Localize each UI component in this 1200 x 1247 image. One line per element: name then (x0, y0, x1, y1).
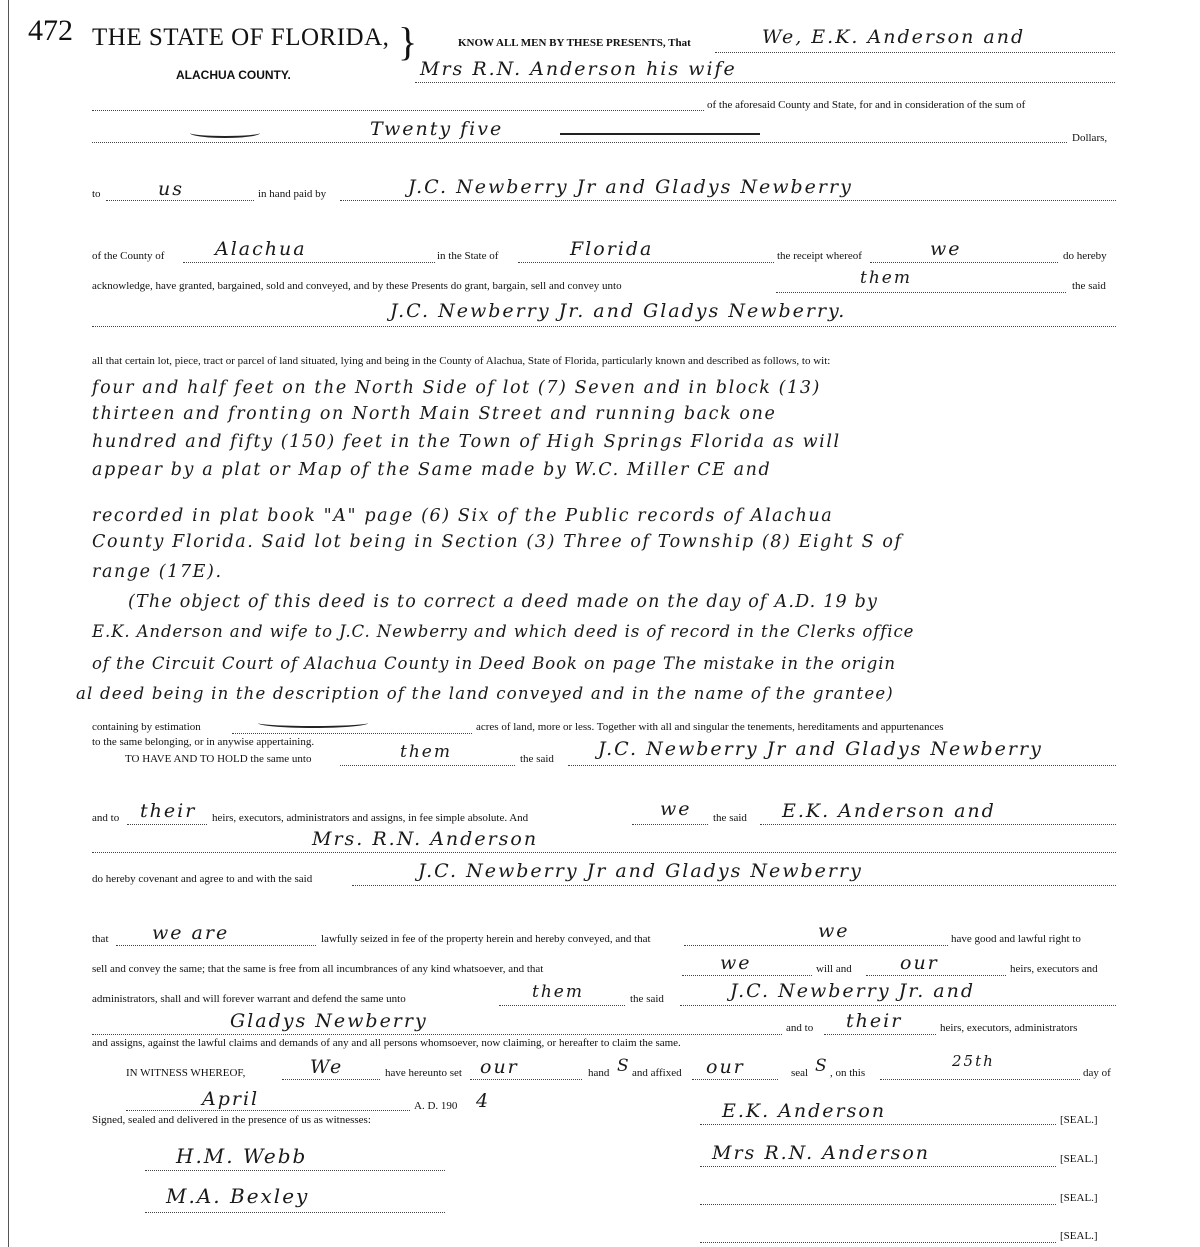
fill-line (682, 975, 812, 976)
covenant-grantee-b: Gladys Newberry (230, 1010, 428, 1032)
state-value: Florida (570, 238, 654, 260)
fill-line (700, 1242, 1056, 1243)
our-value: our (706, 1056, 745, 1078)
we-value: We (310, 1056, 344, 1078)
fill-line (776, 292, 1066, 293)
grant-unto-value: them (860, 268, 912, 288)
know-all-men-text: KNOW ALL MEN BY THESE PRESENTS, That (458, 37, 691, 49)
description-line: four and half feet on the North Side of lot (7) Seven and in block (13) (92, 378, 821, 398)
witness-signature: H.M. Webb (176, 1144, 308, 1168)
our-value: our (480, 1056, 519, 1078)
we-value: we (818, 920, 850, 942)
grantor-signature: Mrs R.N. Anderson (712, 1142, 931, 1164)
dash-fill-mark (258, 718, 368, 728)
admin-text: administrators, shall and will forever warrant and defend the same unto (92, 993, 406, 1005)
covenant-grantees: J.C. Newberry Jr and Gladys Newberry (418, 860, 863, 882)
acknowledge-text: acknowledge, have granted, bargained, sold and conveyed, and by these Presents do grant, bargain, sell and convey unto (92, 280, 622, 292)
their-value: their (140, 800, 197, 822)
witness-signature: M.A. Bexley (166, 1184, 310, 1208)
heirs-text: heirs, executors, administrators and assigns, in fee simple absolute. And (212, 812, 529, 824)
fill-line (518, 262, 774, 263)
description-line: range (17E). (92, 562, 223, 582)
dollars-label: Dollars, (1072, 132, 1108, 144)
fill-line (632, 824, 708, 825)
sell-text: sell and convey the same; that the same is free from all incumbrances of any kind whatsoever, and that (92, 963, 544, 975)
in-hand-paid-by: in hand paid by (258, 188, 327, 200)
fill-line (116, 945, 316, 946)
belonging-text: to the same belonging, or in anywise appertaining. (92, 736, 315, 748)
description-line: recorded in plat book "A" page (6) Six of the Public records of Alachua (92, 506, 834, 526)
fill-line (92, 1034, 782, 1035)
habendum-unto-value: them (400, 742, 452, 762)
to-value: us (158, 178, 184, 200)
county-value: Alachua (215, 238, 307, 260)
to-label: to (92, 188, 101, 200)
we-are-value: we are (152, 922, 230, 944)
fill-line (715, 52, 1115, 53)
will-and-text: will and (816, 963, 852, 975)
description-line: thirteen and fronting on North Main Street and running back one (92, 404, 777, 424)
we-value: we (720, 952, 752, 974)
dash-fill-mark (190, 128, 260, 138)
the-said-label: the said (520, 753, 554, 765)
seal-s: S (815, 1056, 829, 1076)
day-value: 25th (952, 1052, 995, 1070)
grantor-line-1: E.K. Anderson and (782, 800, 996, 822)
description-intro: all that certain lot, piece, tract or parcel of land situated, lying and being in the County of Alachua, State of Florida, particularly known and described as follows, to wit: (92, 355, 831, 367)
description-line: (The object of this deed is to correct a deed made on the day of A.D. 19 by (128, 592, 879, 612)
dash-fill-mark (560, 133, 760, 135)
description-line: al deed being in the description of the land conveyed and in the name of the grantee) (76, 684, 894, 703)
the-said-label: the said (630, 993, 664, 1005)
fill-line (700, 1166, 1056, 1167)
page-number: 472 (28, 14, 73, 47)
and-to-label: and to (92, 812, 120, 824)
of-county-of: of the County of (92, 250, 165, 262)
and-to-label: and to (786, 1022, 814, 1034)
good-right-text: have good and lawful right to (951, 933, 1081, 945)
brace-glyph: } (398, 19, 418, 64)
our-value: our (900, 952, 939, 974)
have-hereunto: have hereunto set (385, 1067, 462, 1079)
habendum-grantees: J.C. Newberry Jr and Gladys Newberry (598, 738, 1043, 760)
containing-text: containing by estimation (92, 721, 201, 733)
description-line: County Florida. Said lot being in Section (3) Three of Township (8) Eight S of (92, 532, 903, 552)
fill-line (870, 262, 1058, 263)
fill-line (700, 1124, 1056, 1125)
that-label: that (92, 933, 109, 945)
covenant-text: do hereby covenant and agree to and with the said (92, 873, 313, 885)
fill-line (692, 1079, 778, 1080)
county-heading: ALACHUA COUNTY. (176, 68, 291, 82)
fill-line (106, 200, 254, 201)
them-value: them (532, 982, 584, 1002)
description-line: E.K. Anderson and wife to J.C. Newberry and which deed is of record in the Clerks office (92, 622, 915, 641)
fill-line (568, 765, 1116, 766)
acres-text: acres of land, more or less. Together with all and singular the tenements, hereditaments and appurtenances (476, 721, 944, 733)
description-line: of the Circuit Court of Alachua County in Deed Book on page The mistake in the origin (92, 654, 896, 673)
fill-line (92, 326, 1116, 327)
in-witness-text: IN WITNESS WHEREOF, (126, 1067, 246, 1079)
receipt-whereof: the receipt whereof (777, 250, 862, 262)
heirs-admin-text: heirs, executors, administrators (940, 1022, 1078, 1034)
covenant-grantee-a: J.C. Newberry Jr. and (730, 980, 976, 1002)
fill-line (145, 1212, 445, 1213)
fill-line (415, 82, 1115, 83)
seal-tag: [SEAL.] (1060, 1230, 1098, 1242)
fill-line (183, 262, 435, 263)
consideration-text: of the aforesaid County and State, for and in consideration of the sum of (707, 99, 1026, 111)
fill-line (282, 1079, 380, 1080)
hand-s: S (617, 1056, 631, 1076)
fill-line (92, 142, 1067, 143)
lawfully-text: lawfully seized in fee of the property herein and hereby conveyed, and that (321, 933, 651, 945)
signed-sealed-text: Signed, sealed and delivered in the presence of us as witnesses: (92, 1114, 371, 1126)
fill-line (145, 1170, 445, 1171)
the-said-label: the said (1072, 280, 1106, 292)
seal-tag: [SEAL.] (1060, 1192, 1098, 1204)
we-value: we (660, 798, 692, 820)
grantee-names: J.C. Newberry Jr. and Gladys Newberry. (390, 300, 847, 322)
month-value: April (202, 1088, 260, 1110)
description-line: hundred and fifty (150) feet in the Town of High Springs Florida as will (92, 432, 841, 452)
seal-tag: [SEAL.] (1060, 1153, 1098, 1165)
assigns-text: and assigns, against the lawful claims and demands of any and all persons whomsoever, now claiming, or hereafter to claim the same. (92, 1037, 681, 1049)
grantor-line-2: Mrs. R.N. Anderson (312, 828, 539, 850)
fill-line (680, 1005, 1116, 1006)
fill-line (880, 1079, 1080, 1080)
day-of: day of (1083, 1067, 1111, 1079)
grantors-line-1: We, E.K. Anderson and (762, 26, 1026, 48)
receipt-value: we (930, 238, 962, 260)
fill-line (700, 1204, 1056, 1205)
fill-line (499, 1005, 625, 1006)
grantor-signature: E.K. Anderson (722, 1100, 887, 1122)
payer-names: J.C. Newberry Jr and Gladys Newberry (408, 176, 853, 198)
fill-line (470, 1079, 582, 1080)
fill-line (760, 824, 1116, 825)
fill-line (92, 852, 1116, 853)
state-title: THE STATE OF FLORIDA, (92, 24, 390, 51)
in-state-of: in the State of (437, 250, 499, 262)
year-digit: 4 (476, 1090, 491, 1112)
page-edge-rule (8, 0, 9, 1247)
grantors-line-2: Mrs R.N. Anderson his wife (420, 58, 737, 80)
fill-line (684, 945, 948, 946)
fill-line (232, 733, 472, 734)
hand-label: hand (588, 1067, 610, 1079)
fill-line (92, 110, 704, 111)
seal-tag: [SEAL.] (1060, 1114, 1098, 1126)
heirs-exec-text: heirs, executors and (1010, 963, 1098, 975)
fill-line (824, 1034, 936, 1035)
description-line: appear by a plat or Map of the Same made by W.C. Miller CE and (92, 460, 772, 480)
fill-line (127, 824, 207, 825)
and-affixed: and affixed (632, 1067, 682, 1079)
fill-line (126, 1110, 410, 1111)
fill-line (352, 885, 1116, 886)
to-have-text: TO HAVE AND TO HOLD the same unto (125, 753, 312, 765)
fill-line (340, 765, 515, 766)
consideration-amount: Twenty five (370, 118, 504, 140)
do-hereby: do hereby (1063, 250, 1107, 262)
ad-label: A. D. 190 (414, 1100, 458, 1112)
fill-line (866, 975, 1006, 976)
on-this: , on this (830, 1067, 866, 1079)
their-value: their (846, 1010, 903, 1032)
the-said-label: the said (713, 812, 747, 824)
seal-label: seal (791, 1067, 809, 1079)
fill-line (340, 200, 1116, 201)
